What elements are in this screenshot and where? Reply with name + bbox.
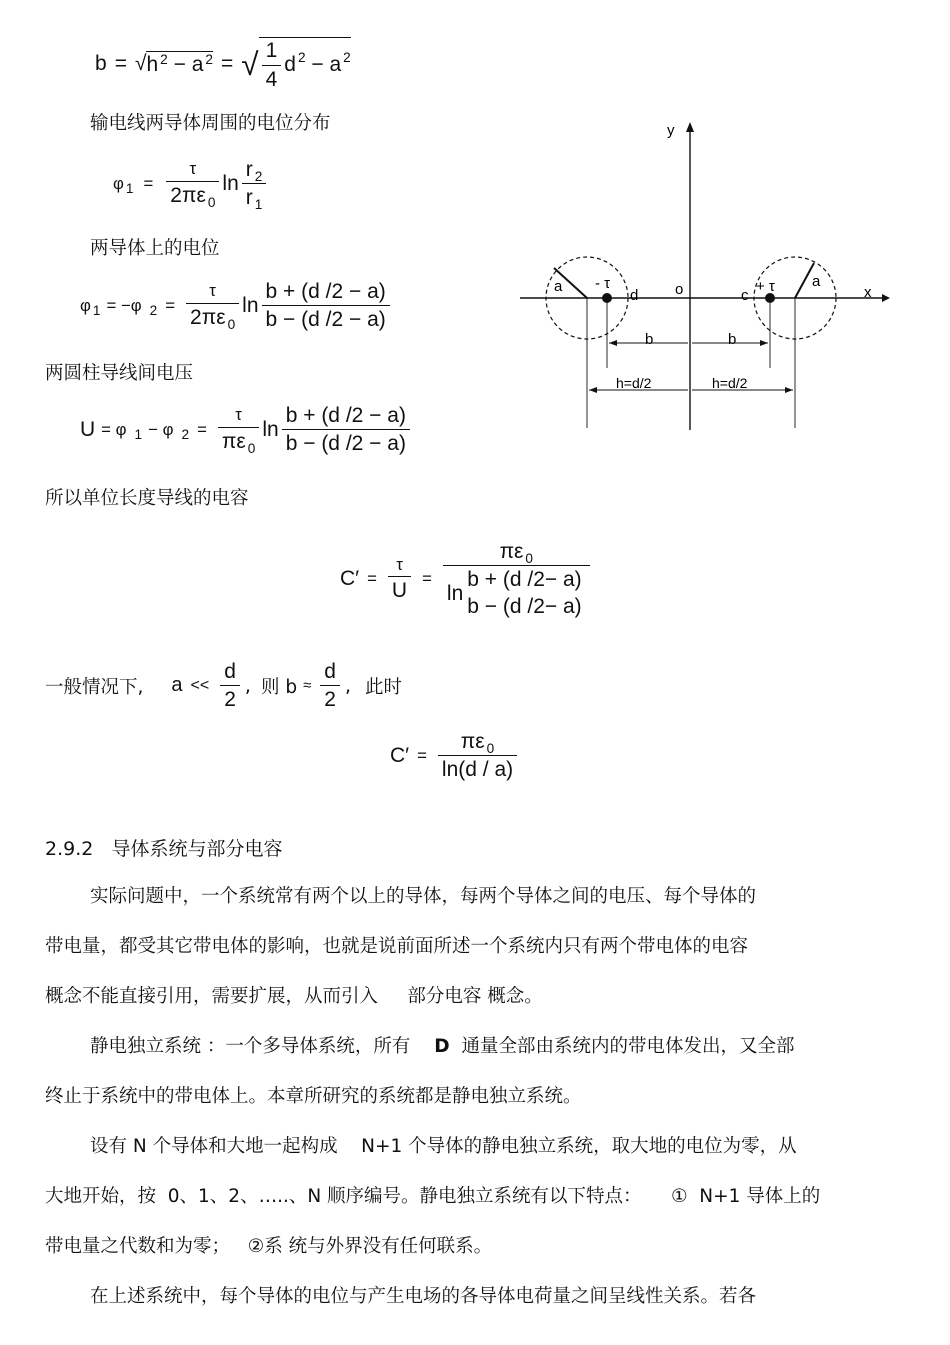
phi-symbol: φ <box>113 173 124 193</box>
tau-fraction-3 <box>218 405 259 456</box>
U-symbol: U <box>80 417 96 441</box>
r-fraction <box>242 158 267 212</box>
d-over-2-1 <box>220 660 240 711</box>
a-symbol-2: a <box>329 53 342 76</box>
b-left-label: b <box>645 331 654 348</box>
h-right-label: h=d/2 <box>712 375 748 391</box>
tau-num-4: τ <box>396 554 403 574</box>
formula-b-lhs: b <box>95 52 107 75</box>
capacitance-fraction <box>443 540 590 618</box>
paragraph-2-line-2: 终止于系统中的带电体上。本章所研究的系统都是静电独立系统。 <box>45 1086 582 1107</box>
d-num-1: d <box>224 660 236 683</box>
phi1-symbol: φ <box>80 295 91 315</box>
paragraph-2-line-1 <box>90 1035 920 1059</box>
ln-symbol-2: ln <box>242 293 259 317</box>
right-radius-a: a <box>812 273 821 290</box>
paragraph-4: 在上述系统中，每个导体的电位与产生电场的各导体电荷量之间呈线性关系。若各 <box>90 1286 757 1307</box>
U-den: U <box>388 576 411 602</box>
approximation-line: 一般情况下, a << $\frac{d}{2}$ , 则 b ≈ $\frac{d}{2}$ , 此时 <box>45 660 403 712</box>
eq-sign-3: = <box>197 419 207 439</box>
phi2-index: 2 <box>149 302 158 318</box>
label-potential-distribution: 输电线两导体周围的电位分布 <box>90 113 331 134</box>
p2-text-a: 静电独立系统 ：一个多导体系统，所有 <box>90 1036 411 1057</box>
much-less-symbol: << <box>190 676 210 694</box>
inner-den: b − (d /2− a) <box>467 595 582 619</box>
pi-eps-4: πε <box>499 540 524 563</box>
paragraph-3-line-1: 设有 N 个导体和大地一起构成 N+1 个导体的静电独立系统，取大地的电位为零，从 <box>90 1136 797 1157</box>
exp-a-1: 2 <box>205 51 213 67</box>
b-right-arrow <box>760 340 768 346</box>
b-right-label: b <box>728 331 737 348</box>
inner-num: b + (d /2− a) <box>467 568 582 592</box>
section-heading: 2.9.2 导体系统与部分电容 <box>45 838 283 860</box>
minus-1: − <box>173 53 186 76</box>
formula-voltage <box>80 404 413 455</box>
left-radius-a: a <box>554 278 563 295</box>
log-fraction-3 <box>282 404 410 455</box>
y-axis-arrow <box>686 122 694 132</box>
label-conductor-potential: 两导体上的电位 <box>90 238 220 259</box>
origin-label: o <box>675 281 684 298</box>
sqrt-symbol-2: √ <box>241 45 259 82</box>
p2-text-c: 通量全部由系统内的带电体发出，又全部 <box>461 1036 795 1057</box>
formula-phi1 <box>113 158 269 212</box>
ln-symbol-4: ln <box>446 581 464 605</box>
eps-index-2: 0 <box>227 316 236 332</box>
d-symbol-1: d <box>284 53 296 76</box>
p2-D-symbol: D <box>434 1036 450 1057</box>
eq-sign-5: = <box>422 569 432 589</box>
log-den-3: b − (d /2 − a) <box>282 429 410 455</box>
quarter-num: 1 <box>265 39 278 63</box>
right-charge-label: + τ <box>756 278 775 295</box>
tau-num-2: τ <box>209 281 216 301</box>
eps-index-5: 0 <box>486 740 495 756</box>
tau-num: τ <box>189 159 197 179</box>
h-left-label: h=d/2 <box>616 375 652 391</box>
tau-fraction-2 <box>186 281 239 332</box>
paragraph-1-line-3: 概念不能直接引用，需要扩展，从而引入 部分电容 概念。 <box>45 986 543 1007</box>
eq-sign-6: = <box>417 745 427 765</box>
log-fraction-2 <box>262 280 390 331</box>
c-point-label: c <box>741 287 749 304</box>
ln-d-over-a: ln(d / a) <box>438 755 517 781</box>
a-symbol-approx: a <box>171 674 183 697</box>
label-voltage: 两圆柱导线间电压 <box>45 363 194 384</box>
eps-index-3: 0 <box>247 440 256 456</box>
ln-symbol-3: ln <box>262 417 279 441</box>
paragraph-1-line-1: 实际问题中，一个系统常有两个以上的导体，每两个导体之间的电压、每个导体的 <box>90 886 757 907</box>
two-den-1: 2 <box>220 685 240 711</box>
quarter-fraction <box>262 39 282 90</box>
formula-phi-conductors <box>80 280 393 331</box>
log-num-2: b + (d /2 − a) <box>265 280 386 303</box>
formula-capacitance-simple <box>390 730 520 781</box>
h-left-arrow <box>589 387 597 393</box>
simple-cap-fraction <box>438 730 517 781</box>
h-right-arrow <box>785 387 793 393</box>
at-this-time: 此时 <box>365 676 403 698</box>
pi-eps-3: πε <box>221 429 246 453</box>
eq-sign-4: = <box>367 569 377 589</box>
x-label: x <box>864 284 872 301</box>
y-label: y <box>667 122 675 139</box>
eq-neg-phi: = −φ <box>106 295 142 315</box>
d-num-2: d <box>324 660 336 683</box>
d-point-label: d <box>630 287 639 304</box>
pi-eps-5: πε <box>460 730 485 753</box>
exp-a-2: 2 <box>343 50 351 65</box>
eq-sign: = <box>143 173 154 193</box>
ln-symbol: ln <box>222 171 239 195</box>
general-case-label: 一般情况下, <box>45 676 144 698</box>
two-pi-eps-2: 2πε <box>190 305 226 329</box>
paragraph-3-line-2: 大地开始，按 0、1、2、…..、N 顺序编号。静电独立系统有以下特点： ① N+1 导体上的 <box>45 1186 821 1207</box>
log-num-3: b + (d /2 − a) <box>285 404 406 427</box>
two-den-2: 2 <box>320 685 340 711</box>
eps-index-4: 0 <box>525 550 534 566</box>
quarter-den: 4 <box>262 65 282 91</box>
d-over-2-2 <box>320 660 340 711</box>
two-wire-diagram <box>510 110 890 440</box>
h-symbol: h <box>146 53 159 76</box>
sqrt-body-1 <box>146 51 213 77</box>
r1-index: 1 <box>254 196 263 212</box>
r1: r <box>245 186 253 210</box>
U-phi1-index: 1 <box>134 426 143 442</box>
exp-d: 2 <box>297 50 306 65</box>
x-axis-arrow <box>882 294 890 302</box>
exp-h: 2 <box>160 51 168 67</box>
eq-sign-2: = <box>165 295 176 315</box>
phi-index: 1 <box>125 180 134 196</box>
formula-b-eq2: = <box>221 52 234 75</box>
minus-2: − <box>311 53 324 76</box>
r2-index: 2 <box>254 168 263 184</box>
formula-b-definition <box>95 32 351 96</box>
eq-phi1: = φ <box>101 419 127 439</box>
inner-log-fraction <box>463 568 585 618</box>
b-left-arrow <box>609 340 617 346</box>
paragraph-1-line-2: 带电量，都受其它带电体的影响，也就是说前面所述一个系统内只有两个带电体的电容 <box>45 936 749 957</box>
a-symbol-1: a <box>191 53 204 76</box>
r2: r <box>245 158 253 181</box>
approx-symbol: ≈ <box>303 677 312 695</box>
then-b: 则 b <box>260 676 298 698</box>
left-charge-label: - τ <box>595 275 611 292</box>
C-prime: C′ <box>340 567 360 591</box>
label-capacitance: 所以单位长度导线的电容 <box>45 488 249 509</box>
U-phi2-index: 2 <box>181 426 190 442</box>
formula-capacitance <box>340 540 593 618</box>
eps-index: 0 <box>207 194 216 210</box>
formula-b-eq1: = <box>114 52 127 75</box>
log-den-2: b − (d /2 − a) <box>262 305 390 331</box>
tau-fraction <box>166 159 219 210</box>
sqrt-body-2 <box>259 37 351 90</box>
C-prime-2: C′ <box>390 743 410 767</box>
minus-phi2: − φ <box>148 419 174 439</box>
tau-over-U <box>388 556 411 603</box>
two-pi-eps: 2πε <box>170 183 206 207</box>
phi1-index: 1 <box>92 302 101 318</box>
sqrt-symbol-1: √ <box>134 52 147 75</box>
tau-num-3: τ <box>235 405 242 425</box>
paragraph-3-line-3: 带电量之代数和为零； ②系 统与外界没有任何联系。 <box>45 1236 493 1257</box>
